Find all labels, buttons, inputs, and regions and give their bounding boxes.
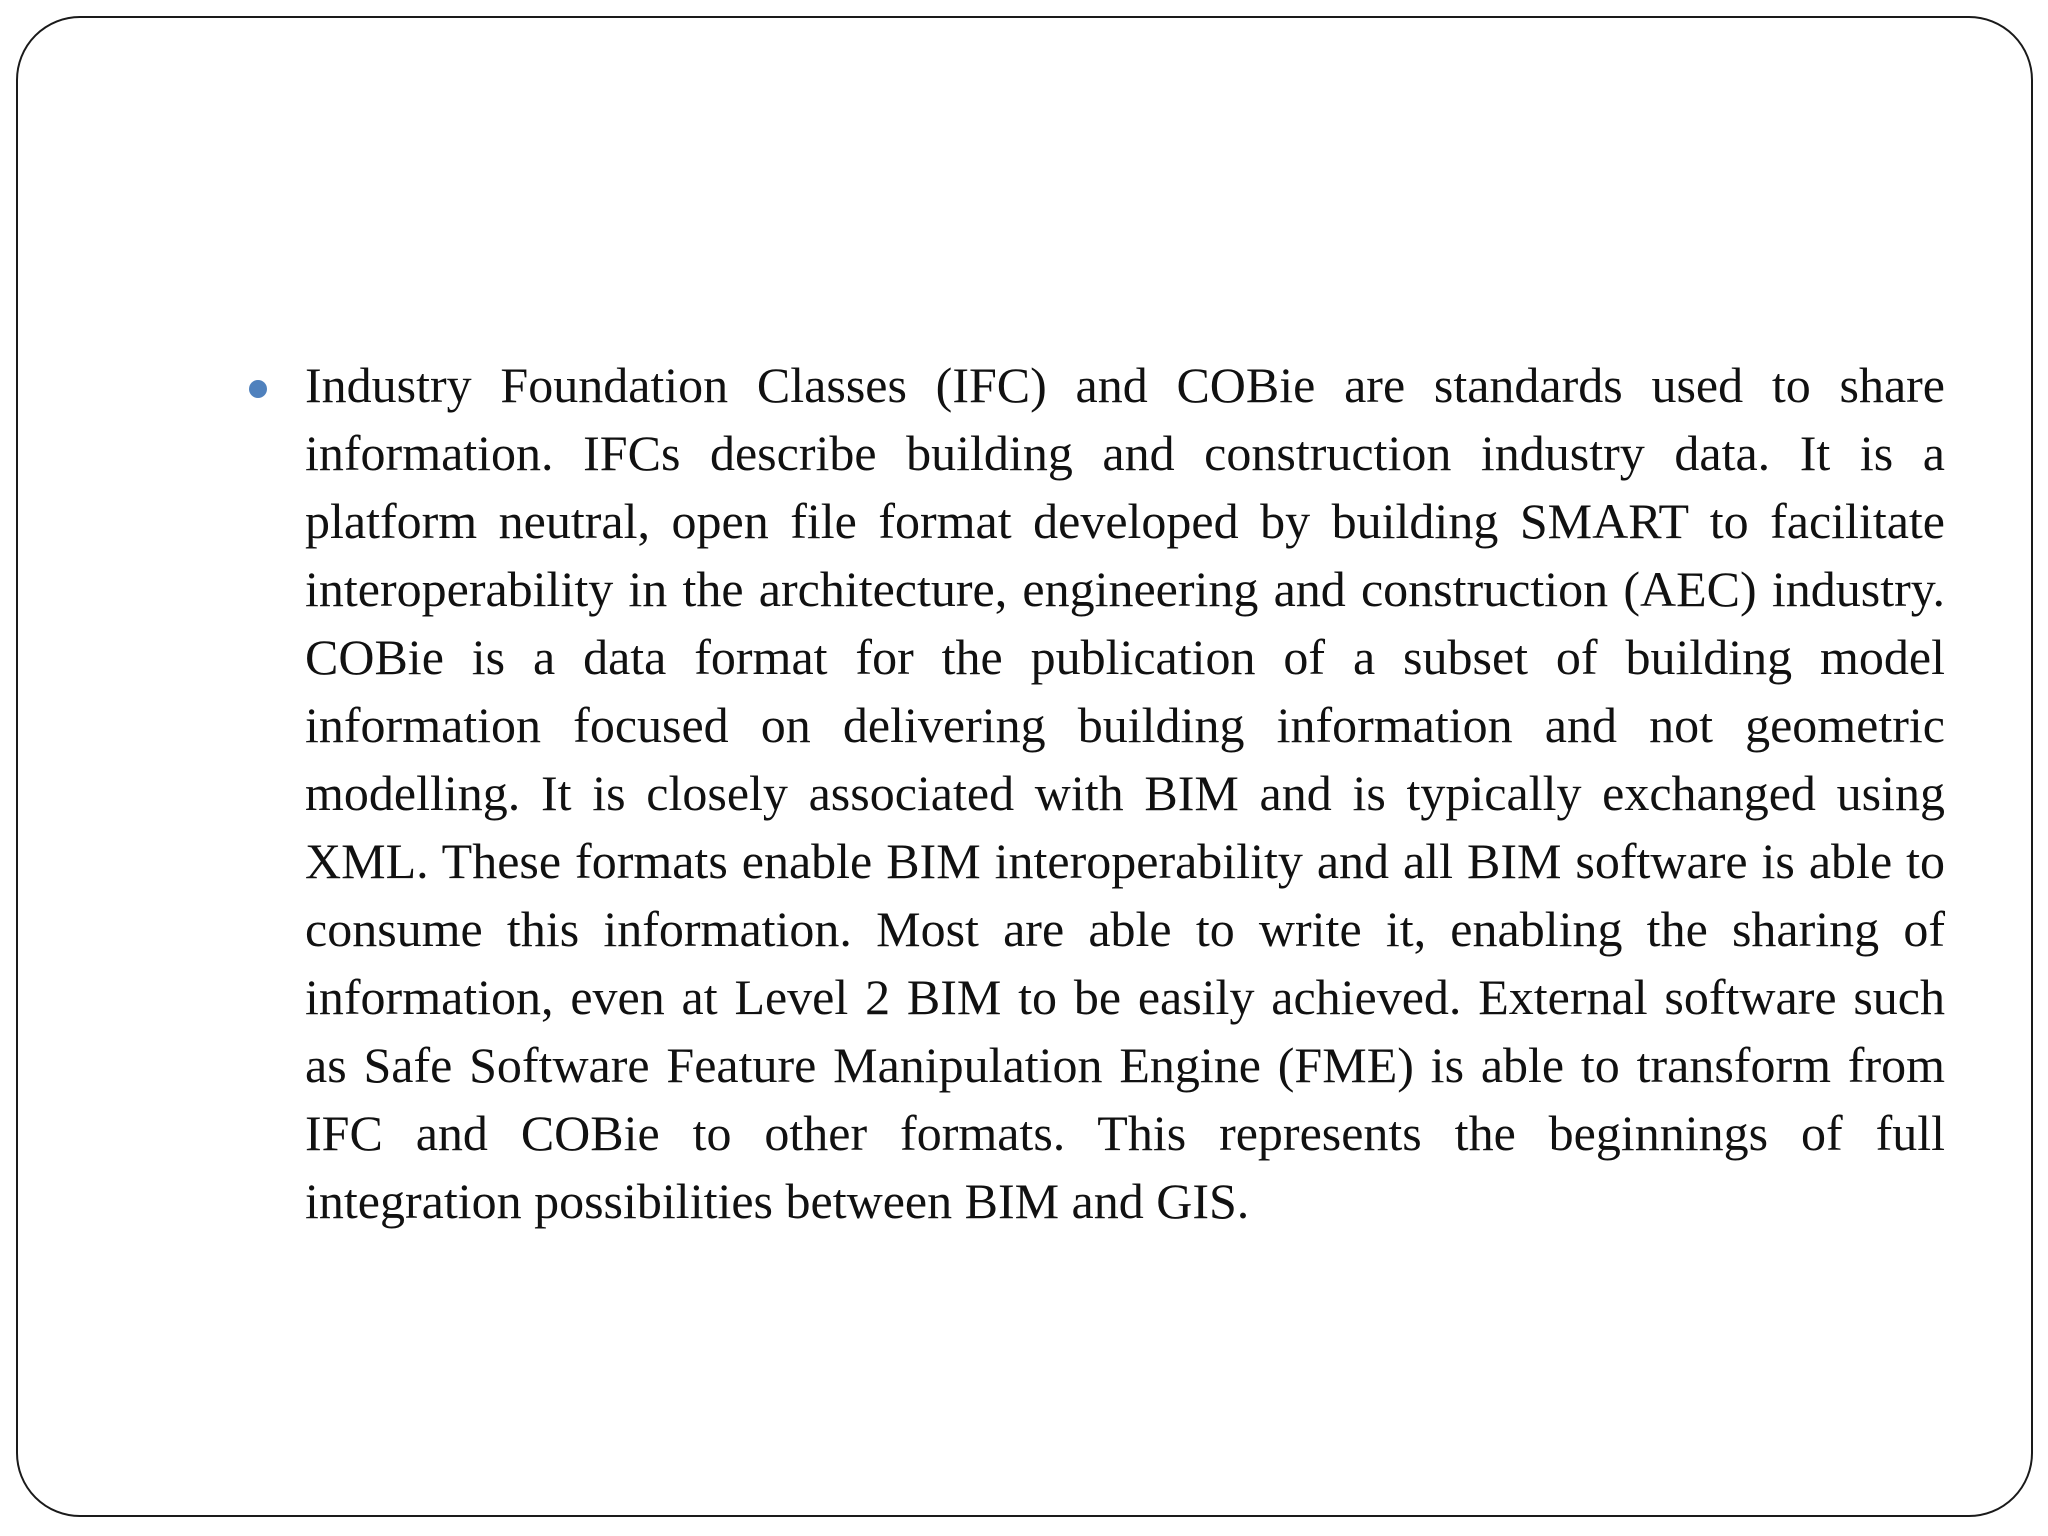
bullet-text: Industry Foundation Classes (IFC) and COBie are standards used to share information. IFCs describe building and construction industry data. It is a platform neutral, open file format developed by building SMART to facilitate interoperability in the architecture, engineering and construction (AEC) industry. COBie is a data format for the publication of a subset of building model information focused on delivering building information and not geometric modelling. It is closely associated with BIM and is typically exchanged using XML. These formats enable BIM interoperability and all BIM software is able to consume this information. Most are able to write it, enabling the sharing of information, even at Level 2 BIM to be easily achieved. External software such as Safe Software Feature Manipulation Engine (FME) is able to transform from IFC and COBie to other formats. This represents the beginnings of full integration possibilities between BIM and GIS. (305, 357, 1945, 1229)
bullet-dot-icon (249, 380, 267, 398)
bullet-item (305, 351, 1945, 1235)
slide-frame (16, 16, 2033, 1517)
slide-content (305, 351, 1945, 1235)
